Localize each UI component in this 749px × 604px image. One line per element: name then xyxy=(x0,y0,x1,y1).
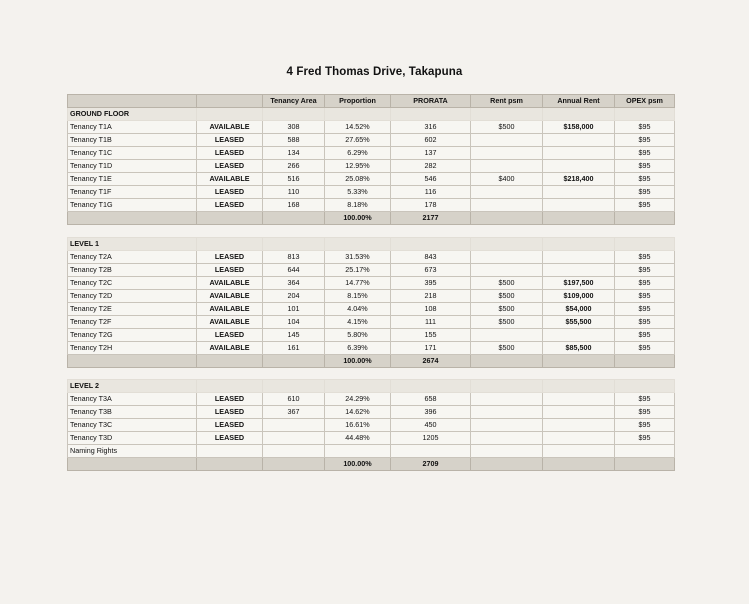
section-header-cell xyxy=(325,108,391,121)
table-row xyxy=(68,432,675,445)
tenancy-cell: Tenancy T2E xyxy=(68,302,197,315)
proportion-cell: 27.65% xyxy=(325,134,391,147)
status-cell: LEASED xyxy=(197,186,263,199)
section-header-cell xyxy=(543,108,615,121)
rent-psm-cell xyxy=(471,186,543,199)
table-row xyxy=(68,134,675,147)
proportion-cell: 6.39% xyxy=(325,341,391,354)
rent-psm-cell xyxy=(471,328,543,341)
rent-psm-cell: $500 xyxy=(471,302,543,315)
section-header-cell xyxy=(325,237,391,250)
table-row xyxy=(68,445,675,458)
table-row xyxy=(68,199,675,212)
total-cell xyxy=(615,354,675,367)
opex-cell: $95 xyxy=(615,186,675,199)
total-cell xyxy=(68,212,197,225)
table-row xyxy=(68,276,675,289)
section-header-cell xyxy=(263,237,325,250)
rent-psm-cell: $400 xyxy=(471,173,543,186)
table-header-row xyxy=(68,95,675,108)
prorata-cell: 316 xyxy=(391,121,471,134)
rent-psm-cell xyxy=(471,432,543,445)
rent-psm-cell: $500 xyxy=(471,315,543,328)
status-cell: AVAILABLE xyxy=(197,173,263,186)
table-row xyxy=(68,263,675,276)
total-cell xyxy=(471,458,543,471)
opex-cell: $95 xyxy=(615,302,675,315)
area-cell: 588 xyxy=(263,134,325,147)
section-header-cell xyxy=(543,380,615,393)
section-header-cell xyxy=(325,380,391,393)
total-row xyxy=(68,212,675,225)
prorata-cell: 396 xyxy=(391,406,471,419)
table-row xyxy=(68,289,675,302)
rent-psm-cell: $500 xyxy=(471,121,543,134)
proportion-cell: 44.48% xyxy=(325,432,391,445)
table-row xyxy=(68,328,675,341)
annual-rent-cell: $197,500 xyxy=(543,276,615,289)
proportion-cell: 16.61% xyxy=(325,419,391,432)
tenancy-cell: Tenancy T1G xyxy=(68,199,197,212)
rent-psm-cell xyxy=(471,199,543,212)
opex-cell: $95 xyxy=(615,393,675,406)
section-title: GROUND FLOOR xyxy=(68,108,197,121)
total-proportion: 100.00% xyxy=(325,212,391,225)
proportion-cell: 14.52% xyxy=(325,121,391,134)
status-cell: LEASED xyxy=(197,406,263,419)
area-cell: 813 xyxy=(263,250,325,263)
annual-rent-cell: $55,500 xyxy=(543,315,615,328)
table-row xyxy=(68,393,675,406)
tenancy-cell: Tenancy T2F xyxy=(68,315,197,328)
status-cell: LEASED xyxy=(197,419,263,432)
opex-cell: $95 xyxy=(615,406,675,419)
prorata-cell: 673 xyxy=(391,263,471,276)
section-header-cell xyxy=(391,108,471,121)
opex-cell: $95 xyxy=(615,341,675,354)
column-header: OPEX psm xyxy=(615,95,675,108)
area-cell: 161 xyxy=(263,341,325,354)
annual-rent-cell xyxy=(543,199,615,212)
total-cell xyxy=(263,212,325,225)
status-cell: AVAILABLE xyxy=(197,289,263,302)
section-header-cell xyxy=(471,108,543,121)
prorata-cell: 1205 xyxy=(391,432,471,445)
total-prorata: 2709 xyxy=(391,458,471,471)
area-cell: 308 xyxy=(263,121,325,134)
prorata-cell: 171 xyxy=(391,341,471,354)
annual-rent-cell xyxy=(543,432,615,445)
opex-cell: $95 xyxy=(615,250,675,263)
total-proportion: 100.00% xyxy=(325,458,391,471)
opex-cell: $95 xyxy=(615,134,675,147)
tenancy-cell: Tenancy T1C xyxy=(68,147,197,160)
opex-cell: $95 xyxy=(615,432,675,445)
proportion-cell: 14.62% xyxy=(325,406,391,419)
total-cell xyxy=(197,212,263,225)
tenancy-cell: Tenancy T1E xyxy=(68,173,197,186)
section-header-cell xyxy=(197,108,263,121)
section-header-cell xyxy=(391,380,471,393)
section-header-cell xyxy=(197,237,263,250)
prorata-cell: 155 xyxy=(391,328,471,341)
total-cell xyxy=(471,354,543,367)
section-header-cell xyxy=(615,237,675,250)
proportion-cell: 6.29% xyxy=(325,147,391,160)
table-row xyxy=(68,406,675,419)
section-header-cell xyxy=(615,108,675,121)
proportion-cell: 31.53% xyxy=(325,250,391,263)
prorata-cell: 178 xyxy=(391,199,471,212)
section-title: LEVEL 1 xyxy=(68,237,197,250)
section-header-cell xyxy=(615,380,675,393)
area-cell: 367 xyxy=(263,406,325,419)
prorata-cell: 111 xyxy=(391,315,471,328)
annual-rent-cell xyxy=(543,328,615,341)
tenancy-cell: Tenancy T2G xyxy=(68,328,197,341)
prorata-cell: 658 xyxy=(391,393,471,406)
section-header-cell xyxy=(197,380,263,393)
page-title: 4 Fred Thomas Drive, Takapuna xyxy=(286,66,463,78)
column-header xyxy=(68,95,197,108)
rent-psm-cell xyxy=(471,134,543,147)
table-row xyxy=(68,250,675,263)
status-cell: LEASED xyxy=(197,393,263,406)
prorata-cell: 546 xyxy=(391,173,471,186)
proportion-cell: 5.33% xyxy=(325,186,391,199)
prorata-cell: 395 xyxy=(391,276,471,289)
area-cell xyxy=(263,445,325,458)
tenancy-cell: Tenancy T1F xyxy=(68,186,197,199)
table-row xyxy=(68,315,675,328)
area-cell xyxy=(263,419,325,432)
total-prorata: 2674 xyxy=(391,354,471,367)
status-cell: AVAILABLE xyxy=(197,276,263,289)
column-header: Tenancy Area xyxy=(263,95,325,108)
area-cell: 168 xyxy=(263,199,325,212)
section-header-cell xyxy=(263,380,325,393)
section-header-row xyxy=(68,108,675,121)
total-cell xyxy=(197,458,263,471)
table-row xyxy=(68,186,675,199)
column-header: Annual Rent xyxy=(543,95,615,108)
total-row xyxy=(68,354,675,367)
total-cell xyxy=(543,212,615,225)
annual-rent-cell xyxy=(543,406,615,419)
proportion-cell: 12.95% xyxy=(325,160,391,173)
tenancy-schedule-table xyxy=(67,94,675,471)
status-cell: LEASED xyxy=(197,199,263,212)
area-cell: 610 xyxy=(263,393,325,406)
status-cell: LEASED xyxy=(197,160,263,173)
total-cell xyxy=(615,212,675,225)
table-row xyxy=(68,173,675,186)
total-cell xyxy=(68,354,197,367)
column-header: Rent psm xyxy=(471,95,543,108)
rent-psm-cell: $500 xyxy=(471,289,543,302)
area-cell: 101 xyxy=(263,302,325,315)
section-header-cell xyxy=(471,237,543,250)
table-row xyxy=(68,121,675,134)
annual-rent-cell xyxy=(543,147,615,160)
annual-rent-cell xyxy=(543,393,615,406)
annual-rent-cell xyxy=(543,186,615,199)
status-cell: AVAILABLE xyxy=(197,302,263,315)
rent-psm-cell xyxy=(471,160,543,173)
section-spacer xyxy=(68,225,675,238)
proportion-cell: 4.15% xyxy=(325,315,391,328)
status-cell: LEASED xyxy=(197,263,263,276)
opex-cell: $95 xyxy=(615,276,675,289)
annual-rent-cell xyxy=(543,419,615,432)
opex-cell: $95 xyxy=(615,419,675,432)
total-row xyxy=(68,458,675,471)
opex-cell: $95 xyxy=(615,263,675,276)
column-header: PRORATA xyxy=(391,95,471,108)
area-cell: 134 xyxy=(263,147,325,160)
rent-psm-cell xyxy=(471,147,543,160)
annual-rent-cell xyxy=(543,250,615,263)
total-proportion: 100.00% xyxy=(325,354,391,367)
prorata-cell: 108 xyxy=(391,302,471,315)
section-header-cell xyxy=(391,237,471,250)
section-header-cell xyxy=(471,380,543,393)
area-cell: 110 xyxy=(263,186,325,199)
area-cell xyxy=(263,432,325,445)
proportion-cell: 25.17% xyxy=(325,263,391,276)
area-cell: 364 xyxy=(263,276,325,289)
prorata-cell: 218 xyxy=(391,289,471,302)
total-cell xyxy=(68,458,197,471)
opex-cell: $95 xyxy=(615,328,675,341)
tenancy-cell: Tenancy T2D xyxy=(68,289,197,302)
tenancy-cell: Tenancy T1A xyxy=(68,121,197,134)
annual-rent-cell xyxy=(543,445,615,458)
tenancy-cell: Tenancy T1B xyxy=(68,134,197,147)
prorata-cell xyxy=(391,445,471,458)
proportion-cell: 8.18% xyxy=(325,199,391,212)
spacer-cell xyxy=(68,225,675,238)
rent-psm-cell: $500 xyxy=(471,276,543,289)
annual-rent-cell: $218,400 xyxy=(543,173,615,186)
opex-cell: $95 xyxy=(615,121,675,134)
status-cell: LEASED xyxy=(197,250,263,263)
table-row xyxy=(68,341,675,354)
area-cell: 266 xyxy=(263,160,325,173)
section-header-cell xyxy=(263,108,325,121)
total-cell xyxy=(615,458,675,471)
total-cell xyxy=(543,354,615,367)
tenancy-cell: Tenancy T3B xyxy=(68,406,197,419)
proportion-cell xyxy=(325,445,391,458)
rent-psm-cell xyxy=(471,419,543,432)
section-header-row xyxy=(68,237,675,250)
spacer-cell xyxy=(68,367,675,380)
proportion-cell: 5.80% xyxy=(325,328,391,341)
status-cell: LEASED xyxy=(197,432,263,445)
total-prorata: 2177 xyxy=(391,212,471,225)
area-cell: 145 xyxy=(263,328,325,341)
opex-cell xyxy=(615,445,675,458)
opex-cell: $95 xyxy=(615,289,675,302)
proportion-cell: 8.15% xyxy=(325,289,391,302)
annual-rent-cell xyxy=(543,263,615,276)
proportion-cell: 4.04% xyxy=(325,302,391,315)
column-header xyxy=(197,95,263,108)
tenancy-cell: Tenancy T1D xyxy=(68,160,197,173)
status-cell xyxy=(197,445,263,458)
proportion-cell: 14.77% xyxy=(325,276,391,289)
rent-psm-cell xyxy=(471,393,543,406)
annual-rent-cell: $54,000 xyxy=(543,302,615,315)
tenancy-cell: Tenancy T3A xyxy=(68,393,197,406)
prorata-cell: 450 xyxy=(391,419,471,432)
section-spacer xyxy=(68,367,675,380)
opex-cell: $95 xyxy=(615,199,675,212)
tenancy-cell: Tenancy T3C xyxy=(68,419,197,432)
area-cell: 644 xyxy=(263,263,325,276)
prorata-cell: 843 xyxy=(391,250,471,263)
prorata-cell: 116 xyxy=(391,186,471,199)
total-cell xyxy=(543,458,615,471)
annual-rent-cell: $109,000 xyxy=(543,289,615,302)
tenancy-cell: Naming Rights xyxy=(68,445,197,458)
annual-rent-cell xyxy=(543,134,615,147)
opex-cell: $95 xyxy=(615,173,675,186)
opex-cell: $95 xyxy=(615,315,675,328)
status-cell: AVAILABLE xyxy=(197,315,263,328)
area-cell: 204 xyxy=(263,289,325,302)
proportion-cell: 25.08% xyxy=(325,173,391,186)
total-cell xyxy=(471,212,543,225)
tenancy-cell: Tenancy T2H xyxy=(68,341,197,354)
rent-psm-cell xyxy=(471,406,543,419)
column-header: Proportion xyxy=(325,95,391,108)
annual-rent-cell: $158,000 xyxy=(543,121,615,134)
status-cell: LEASED xyxy=(197,147,263,160)
tenancy-cell: Tenancy T3D xyxy=(68,432,197,445)
status-cell: AVAILABLE xyxy=(197,121,263,134)
area-cell: 516 xyxy=(263,173,325,186)
rent-psm-cell xyxy=(471,445,543,458)
total-cell xyxy=(197,354,263,367)
annual-rent-cell xyxy=(543,160,615,173)
tenancy-cell: Tenancy T2A xyxy=(68,250,197,263)
table-row xyxy=(68,160,675,173)
tenancy-cell: Tenancy T2C xyxy=(68,276,197,289)
section-title: LEVEL 2 xyxy=(68,380,197,393)
prorata-cell: 602 xyxy=(391,134,471,147)
rent-psm-cell xyxy=(471,250,543,263)
status-cell: LEASED xyxy=(197,134,263,147)
section-header-row xyxy=(68,380,675,393)
table-row xyxy=(68,302,675,315)
area-cell: 104 xyxy=(263,315,325,328)
opex-cell: $95 xyxy=(615,147,675,160)
total-cell xyxy=(263,354,325,367)
rent-psm-cell: $500 xyxy=(471,341,543,354)
prorata-cell: 137 xyxy=(391,147,471,160)
rent-psm-cell xyxy=(471,263,543,276)
tenancy-cell: Tenancy T2B xyxy=(68,263,197,276)
table-row xyxy=(68,147,675,160)
section-header-cell xyxy=(543,237,615,250)
proportion-cell: 24.29% xyxy=(325,393,391,406)
opex-cell: $95 xyxy=(615,160,675,173)
table-row xyxy=(68,419,675,432)
total-cell xyxy=(263,458,325,471)
prorata-cell: 282 xyxy=(391,160,471,173)
annual-rent-cell: $85,500 xyxy=(543,341,615,354)
status-cell: AVAILABLE xyxy=(197,341,263,354)
status-cell: LEASED xyxy=(197,328,263,341)
